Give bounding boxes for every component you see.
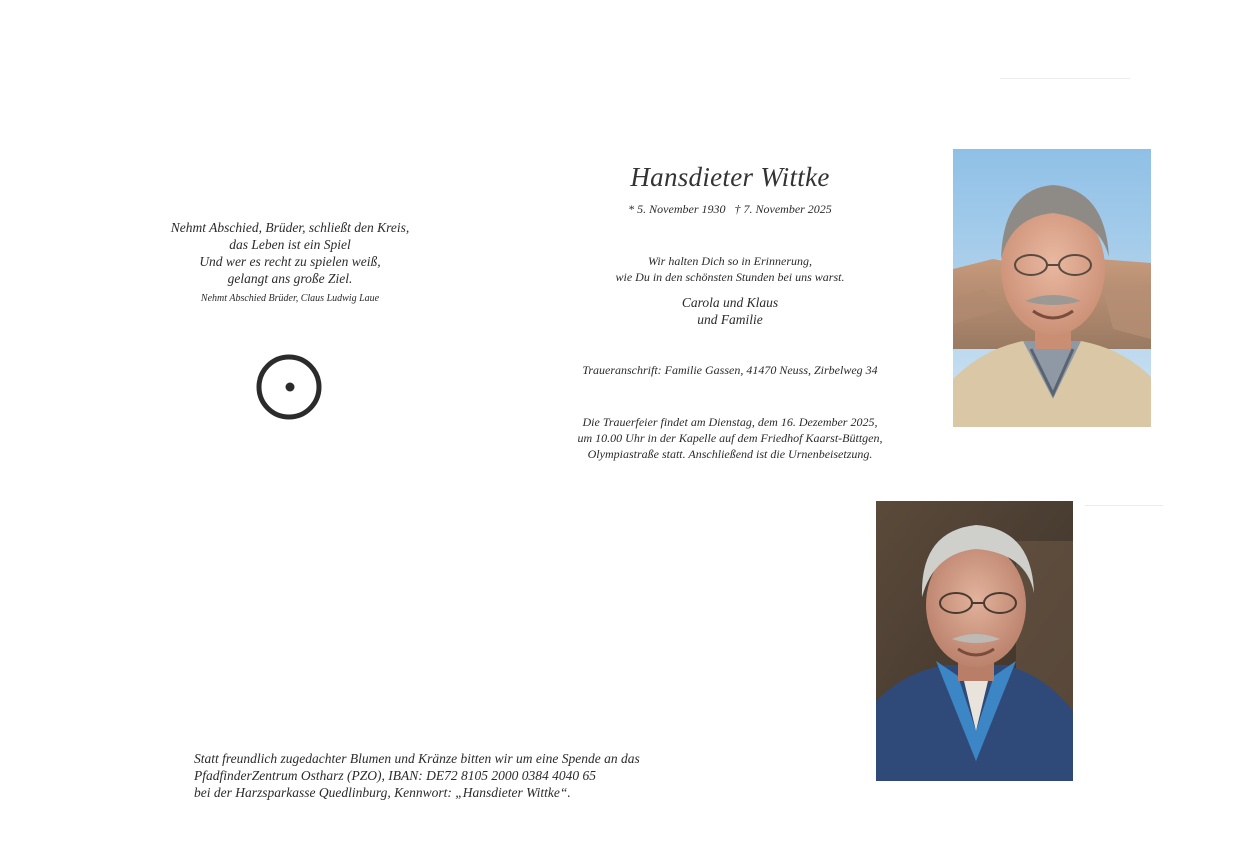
scan-line: [1000, 78, 1130, 79]
portrait-photo-canyon: [953, 149, 1151, 427]
poem-line: Nehmt Abschied, Brüder, schließt den Kreis,: [170, 220, 410, 235]
circle-dot-symbol-icon: [255, 353, 323, 421]
ceremony-line: Die Trauerfeier findet am Dienstag, dem 16. Dezember 2025,: [582, 415, 878, 429]
donation-note: [194, 750, 754, 801]
mourning-address: Traueranschrift: Familie Gassen, 41470 Neuss, Zirbelweg 34: [582, 363, 878, 377]
poem-line: gelangt ans große Ziel.: [227, 271, 353, 286]
ceremony-line: um 10.00 Uhr in der Kapelle auf dem Friedhof Kaarst-Büttgen,: [577, 431, 883, 445]
donation-line: PfadfinderZentrum Ostharz (PZO), IBAN: DE72 8105 2000 0384 4040 65: [194, 768, 596, 783]
ceremony-info: [530, 414, 930, 462]
poem-line: Und wer es recht zu spielen weiß,: [199, 254, 381, 269]
family-signature: [600, 294, 860, 328]
memory-line: Wir halten Dich so in Erinnerung,: [648, 254, 812, 268]
ceremony-line: Olympiastraße statt. Anschließend ist die Urnenbeisetzung.: [587, 447, 873, 461]
deceased-name: Hansdieter Wittke: [630, 162, 830, 192]
poem-line: das Leben ist ein Spiel: [229, 237, 351, 252]
family-line: Carola und Klaus: [681, 295, 779, 310]
memory-text: [570, 253, 890, 285]
poem: [150, 219, 430, 287]
memory-line: wie Du in den schönsten Stunden bei uns warst.: [615, 270, 845, 284]
life-dates: * 5. November 1930 † 7. November 2025: [628, 202, 832, 216]
scan-line: [1085, 505, 1163, 506]
donation-line: Statt freundlich zugedachter Blumen und Kränze bitten wir um eine Spende an das: [194, 751, 640, 766]
donation-line: bei der Harzsparkasse Quedlinburg, Kennwort: „Hansdieter Wittke“.: [194, 785, 571, 800]
portrait-photo-blue-jacket: [876, 501, 1073, 781]
poem-source: Nehmt Abschied Brüder, Claus Ludwig Laue: [200, 293, 380, 304]
family-line: und Familie: [697, 312, 763, 327]
